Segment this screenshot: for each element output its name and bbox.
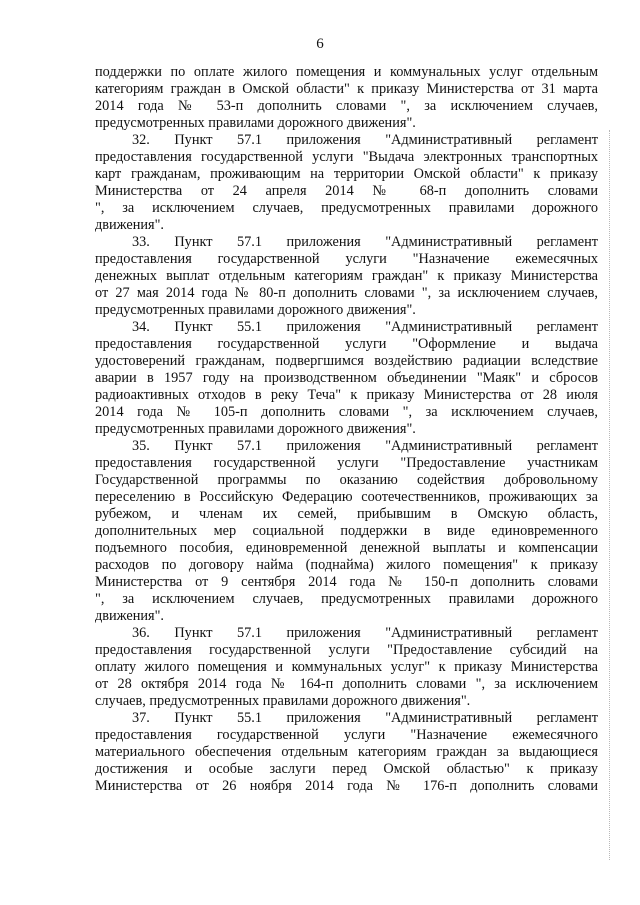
text-line: достижения и особые заслуги перед Омской областью" к приказу	[95, 761, 598, 777]
text-line: случаев, предусмотренных правилами дорожного движения".	[95, 693, 471, 709]
text-line: Министерства от 9 сентября 2014 года № 150-п дополнить словами	[95, 574, 598, 590]
text-line: 33. Пункт 57.1 приложения "Административный регламент	[132, 234, 598, 250]
text-line: расходов по договору найма (поднайма) жилого помещения" к приказу	[95, 557, 598, 573]
text-line: предоставления государственной услуги "Назначение ежемесячного	[95, 727, 598, 743]
text-line: 36. Пункт 57.1 приложения "Административный регламент	[132, 625, 598, 641]
text-line: поддержки по оплате жилого помещения и коммунальных услуг отдельным	[95, 64, 598, 80]
text-line: Государственной программы по оказанию содействия добровольному	[95, 472, 598, 488]
text-line: от 27 мая 2014 года № 80-п дополнить словами ", за исключением случаев,	[95, 285, 598, 301]
text-line: ", за исключением случаев, предусмотренных правилами дорожного	[95, 200, 598, 216]
text-line: предоставления государственной услуги "Оформление и выдача	[95, 336, 598, 352]
text-line: 34. Пункт 55.1 приложения "Административный регламент	[132, 319, 598, 335]
page-number: 6	[316, 36, 324, 52]
text-line: предоставления государственной услуги "Назначение ежемесячных	[95, 251, 598, 267]
text-line: подъемного пособия, единовременной денежной выплаты и компенсации	[95, 540, 598, 556]
text-line: предусмотренных правилами дорожного движения".	[95, 421, 416, 437]
text-line: предоставления государственной услуги "Предоставление участникам	[95, 455, 598, 471]
text-line: 32. Пункт 57.1 приложения "Административный регламент	[132, 132, 598, 148]
text-line: ", за исключением случаев, предусмотренных правилами дорожного	[95, 591, 598, 607]
text-line: 35. Пункт 57.1 приложения "Административный регламент	[132, 438, 598, 454]
text-line: предоставления государственной услуги "Предоставление субсидий на	[95, 642, 598, 658]
text-line: переселению в Российскую Федерацию соотечественников, проживающих за	[95, 489, 598, 505]
document-body	[95, 64, 598, 795]
text-line: рубежом, и членам их семей, прибывшим в Омскую область,	[95, 506, 598, 522]
text-line: денежных выплат отдельным категориям граждан" к приказу Министерства	[95, 268, 598, 284]
text-line: движения".	[95, 217, 164, 233]
text-line: 37. Пункт 55.1 приложения "Административный регламент	[132, 710, 598, 726]
text-line: предусмотренных правилами дорожного движения".	[95, 302, 416, 318]
text-line: от 28 октября 2014 года № 164-п дополнить словами ", за исключением	[95, 676, 598, 692]
text-line: 2014 года № 105-п дополнить словами ", за исключением случаев,	[95, 404, 598, 420]
text-line: предусмотренных правилами дорожного движения".	[95, 115, 416, 131]
text-line: категориям граждан в Омской области" к приказу Министерства от 31 марта	[95, 81, 598, 97]
text-line: радиоактивных отходов в реку Теча" к приказу Министерства от 28 июля	[95, 387, 598, 403]
text-line: дополнительных мер социальной поддержки в виде единовременного	[95, 523, 598, 539]
text-line: Министерства от 26 ноября 2014 года № 176-п дополнить словами	[95, 778, 598, 794]
text-line: удостоверений гражданам, подвергшимся воздействию радиации вследствие	[95, 353, 598, 369]
text-line: материального обеспечения отдельным категориям граждан за выдающиеся	[95, 744, 598, 760]
scan-edge-marks	[609, 130, 611, 860]
text-line: 2014 года № 53-п дополнить словами ", за исключением случаев,	[95, 98, 598, 114]
text-line: аварии в 1957 году на производственном объединении "Маяк" и сбросов	[95, 370, 598, 386]
text-line: оплату жилого помещения и коммунальных услуг" к приказу Министерства	[95, 659, 598, 675]
text-line: карт гражданам, проживающим на территории Омской области" к приказу	[95, 166, 598, 182]
text-line: Министерства от 24 апреля 2014 № 68-п дополнить словами	[95, 183, 598, 199]
text-line: движения".	[95, 608, 164, 624]
text-line: предоставления государственной услуги "Выдача электронных транспортных	[95, 149, 598, 165]
